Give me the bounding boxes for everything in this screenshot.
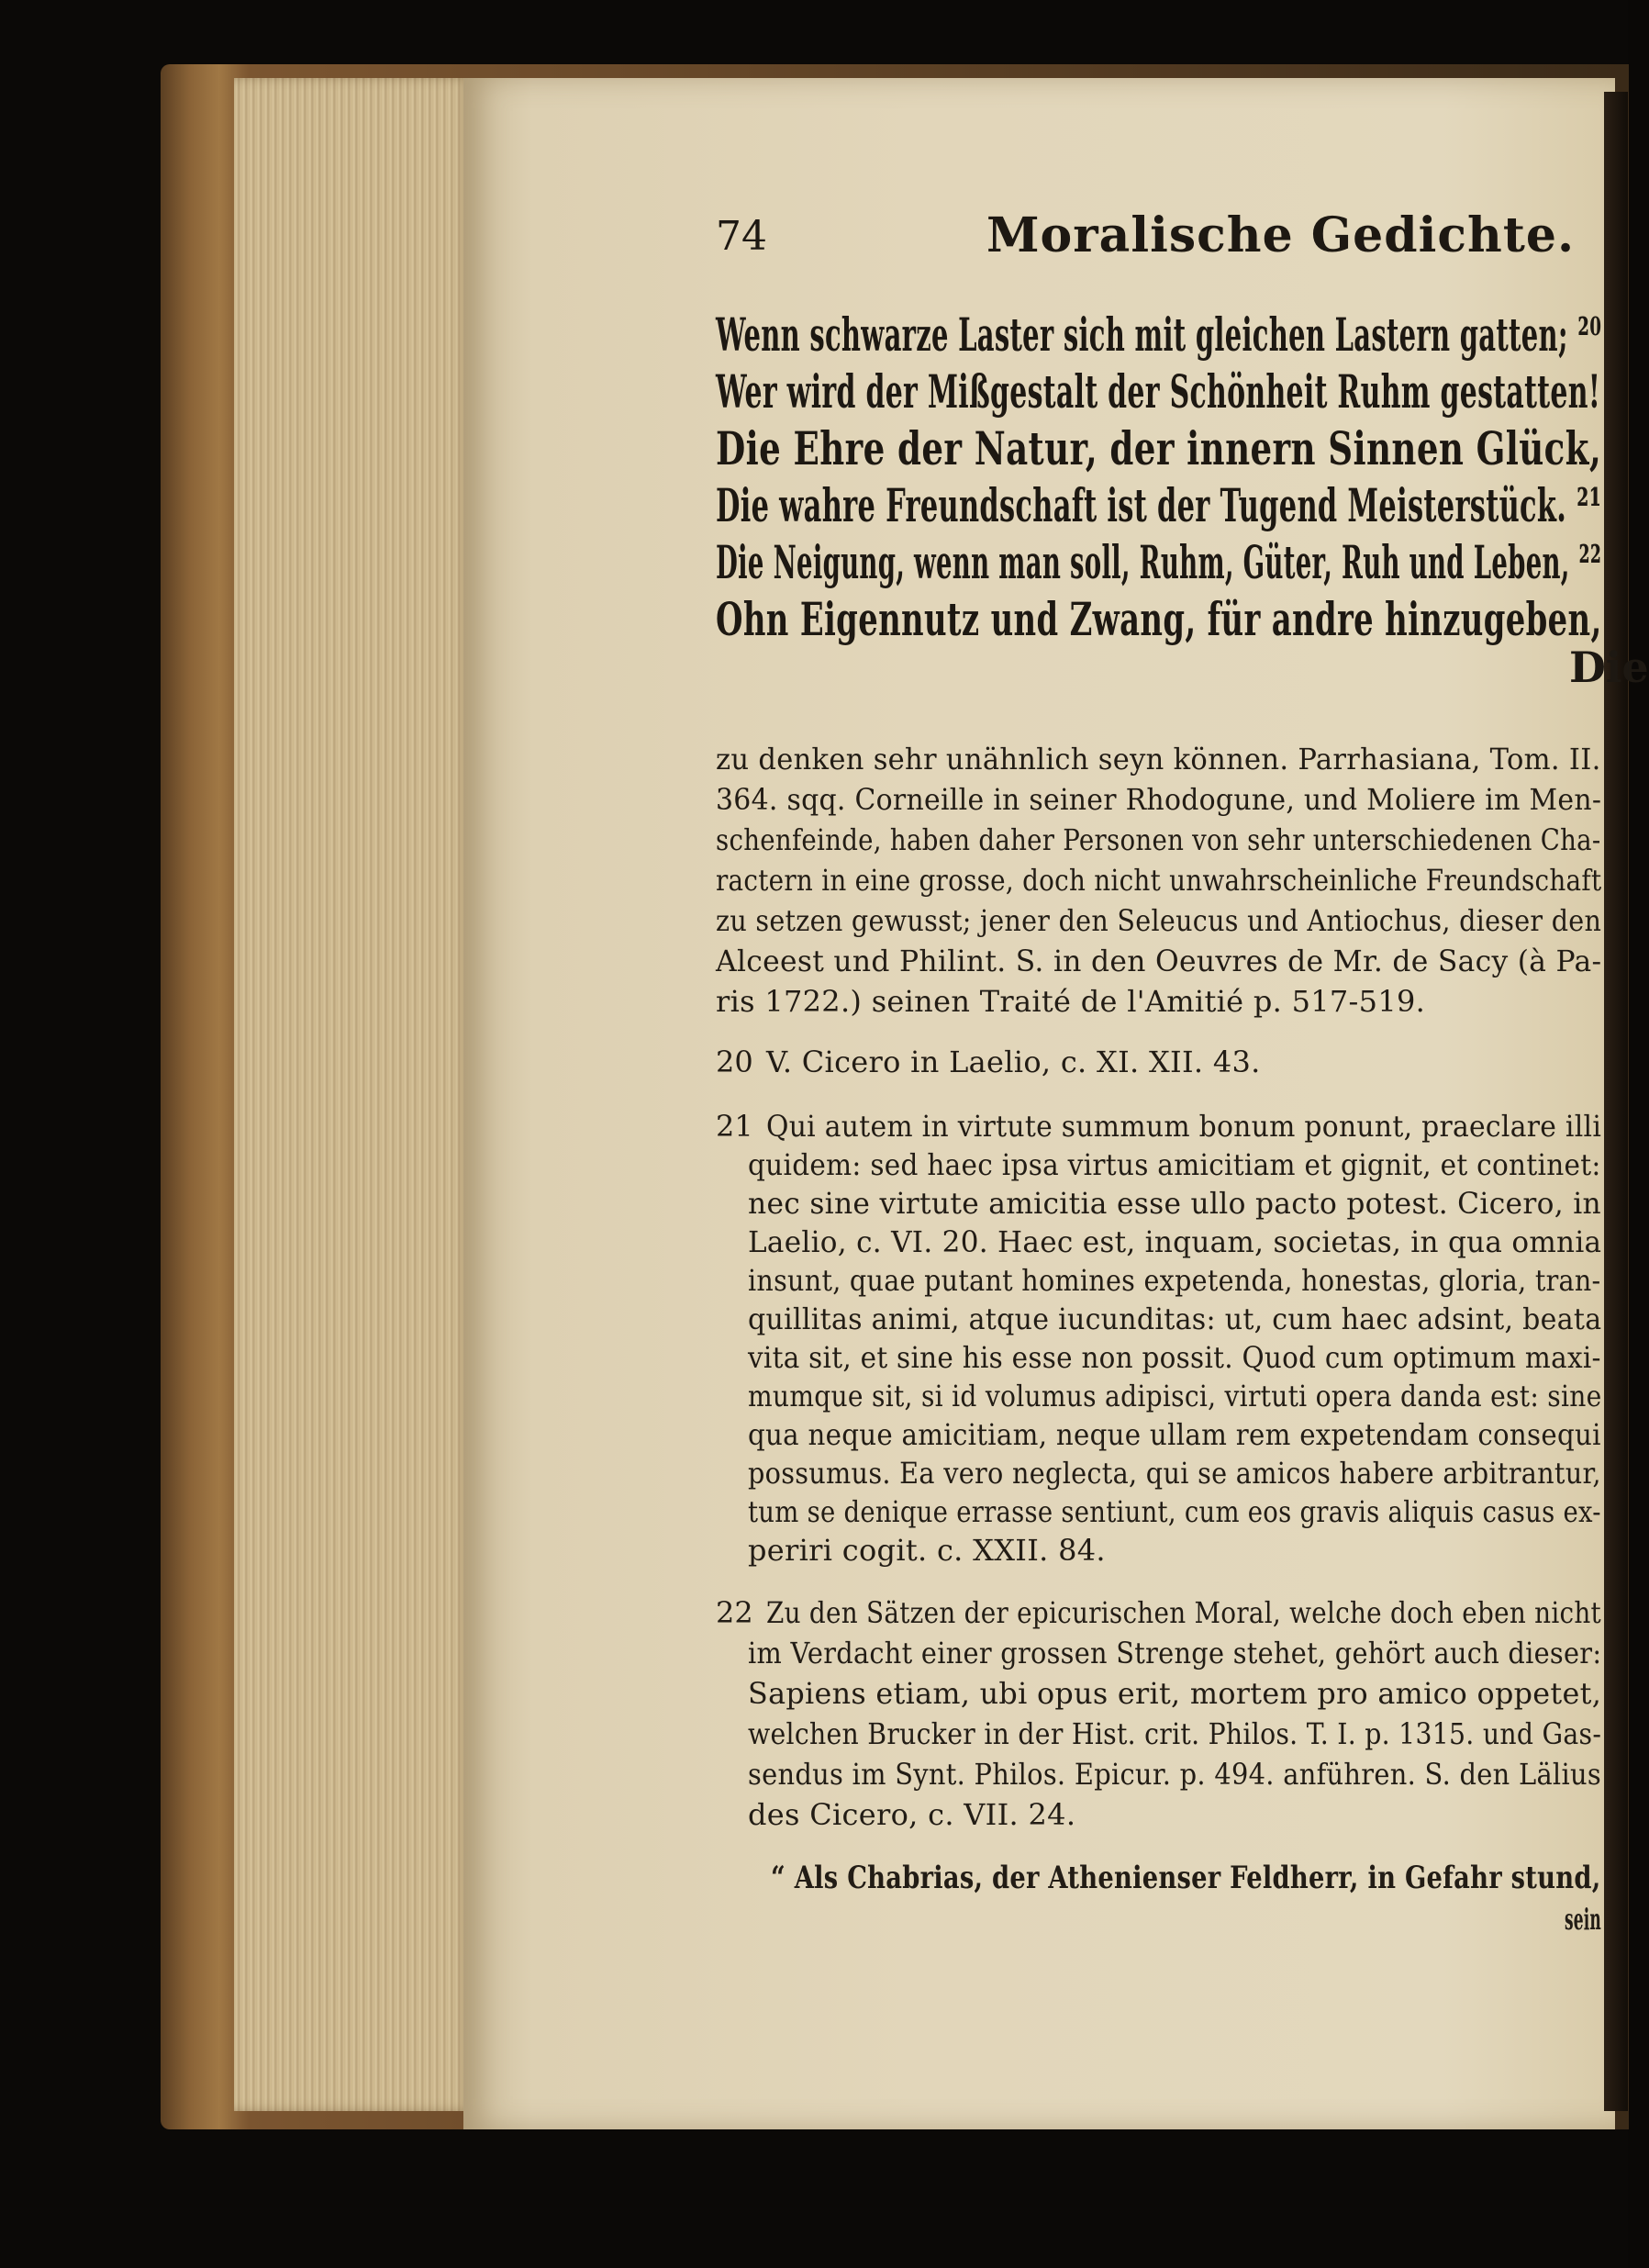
footnote-line: Laelio, c. VI. 20. Haec est, inquam, societas, in qua omnia	[748, 1224, 1602, 1259]
footnote-line: nec sine virtute amicitia esse ullo pacto potest. Cicero, in	[748, 1186, 1601, 1221]
footnote-line: welchen Brucker in der Hist. crit. Philos. T. I. p. 1315. und Gas-	[748, 1716, 1602, 1751]
verse-line: Die wahre Freundschaft ist der Tugend Meisterstück. ²¹	[716, 478, 1602, 532]
footnote-line: insunt, quae putant homines expetenda, honestas, gloria, tran-	[748, 1263, 1601, 1298]
footnote-line: 364. sqq. Corneille in seiner Rhodogune, und Moliere im Men-	[716, 782, 1602, 817]
footnote-line: sendus im Synt. Philos. Epicur. p. 494. anführen. S. den Lälius	[748, 1757, 1601, 1792]
footnote-number: 21	[716, 1109, 753, 1144]
verse-line: Wer wird der Mißgestalt der Schönheit Ruhm gestatten!	[716, 364, 1601, 419]
quote-line: “ Als Chabrias, der Athenienser Feldherr, in Gefahr stund,	[771, 1860, 1601, 1896]
footnote-line: des Cicero, c. VII. 24.	[748, 1797, 1076, 1832]
verse-line: Die Neigung, wenn man soll, Ruhm, Güter, Ruh und Leben, ²²	[716, 535, 1602, 589]
verse-line: Wenn schwarze Laster sich mit gleichen Lastern gatten; ²⁰	[716, 307, 1602, 362]
footnote-line: ractern in eine grosse, doch nicht unwahrscheinliche Freundschaft	[716, 863, 1602, 898]
footnote-line: im Verdacht einer grossen Strenge stehet, gehört auch dieser:	[748, 1636, 1602, 1670]
footnote-line: Zu den Sätzen der epicurischen Moral, welche doch eben nicht	[766, 1595, 1601, 1630]
footnote-number: 20	[716, 1045, 753, 1079]
footnote-number: 22	[716, 1595, 753, 1630]
footnote-line: quidem: sed haec ipsa virtus amicitiam et gignit, et continet:	[748, 1147, 1601, 1182]
verse-line: Ohn Eigennutz und Zwang, für andre hinzugeben,	[716, 592, 1602, 646]
footnote-line: quillitas animi, atque iucunditas: ut, cum haec adsint, beata	[748, 1302, 1602, 1336]
footnote-line: tum se denique errasse sentiunt, cum eos gravis aliquis casus ex-	[748, 1494, 1601, 1529]
gutter-shadow	[1604, 92, 1628, 2111]
footnote-line: Qui autem in virtute summum bonum ponunt, praeclare illi	[766, 1109, 1602, 1144]
footnote-line: schenfeinde, haben daher Personen von sehr unterschiedenen Cha-	[716, 822, 1601, 857]
footnote-line: possumus. Ea vero neglecta, qui se amicos habere arbitrantur,	[748, 1456, 1601, 1491]
catchword: sein	[1565, 1902, 1601, 1937]
footnote-line: zu setzen gewusst; jener den Seleucus und Antiochus, dieser den	[716, 903, 1602, 938]
footnote-line: V. Cicero in Laelio, c. XI. XII. 43.	[766, 1045, 1261, 1079]
footnote-line: Sapiens etiam, ubi opus erit, mortem pro amico oppetet,	[748, 1676, 1602, 1711]
footnote-line: mumque sit, si id volumus adipisci, virtuti opera danda est: sine	[748, 1379, 1602, 1413]
page-edges	[234, 78, 473, 2111]
verse-line: Die Ehre der Natur, der innern Sinnen Glück,	[716, 421, 1602, 475]
footnote-line: periri cogit. c. XXII. 84.	[748, 1533, 1106, 1568]
footnote-line: vita sit, et sine his esse non possit. Quod cum optimum maxi-	[748, 1340, 1601, 1375]
footnote-line: Alceest und Philint. S. in den Oeuvres de Mr. de Sacy (à Pa-	[716, 944, 1602, 978]
running-head: Moralische Gedichte.	[986, 207, 1576, 263]
footnote-line: ris 1722.) seinen Traité de l'Amitié p. 517-519.	[716, 984, 1426, 1019]
page-number: 74	[716, 213, 767, 260]
footnote-line: zu denken sehr unähnlich seyn können. Parrhasiana, Tom. II.	[716, 742, 1601, 776]
footnote-line: qua neque amicitiam, neque ullam rem expetendam consequi	[748, 1417, 1601, 1452]
catchword: Die	[1569, 642, 1649, 692]
